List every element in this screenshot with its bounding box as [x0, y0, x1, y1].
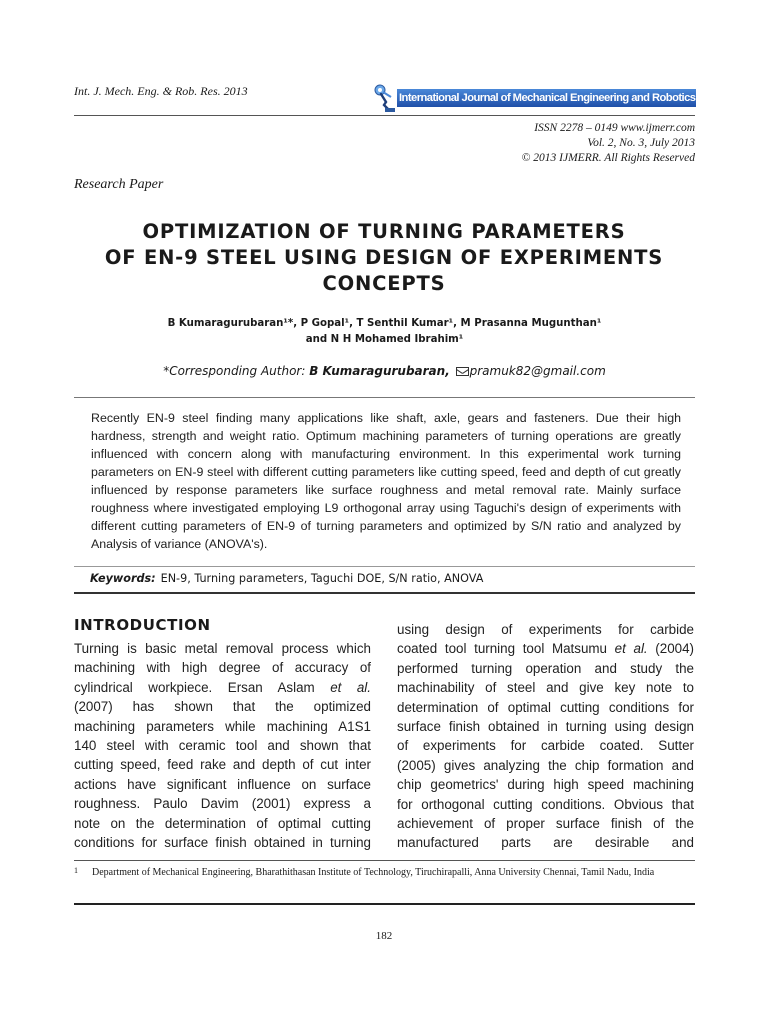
- body-line: (2005) gives analyzing the chip formation and: [397, 757, 694, 773]
- title-line: OPTIMIZATION OF TURNING PARAMETERS: [142, 220, 626, 243]
- body-line: 140 steel with ceramic tool and shown that: [74, 737, 371, 753]
- header-rule: [74, 115, 695, 116]
- body-line: of experiments for carbide coated. Sutter: [397, 738, 694, 754]
- body-line: conditions for surface finish obtained in turning: [74, 834, 371, 850]
- corresponding-name: B Kumaragurubaran,: [309, 364, 450, 378]
- paper-title: [60, 219, 708, 297]
- page-number: 182: [375, 930, 393, 942]
- body-line: coated tool turning tool Matsumu et al. (2004): [397, 641, 695, 657]
- copyright-line: © 2013 IJMERR. All Rights Reserved: [521, 152, 695, 164]
- body-column-right: [397, 620, 694, 853]
- et-al-italic: et al.: [330, 679, 372, 695]
- journal-banner: [371, 83, 744, 113]
- corresponding-email[interactable]: pramuk82@gmail.com: [469, 364, 606, 378]
- et-al-italic: et al.: [614, 641, 648, 657]
- paper-type-label: Research Paper: [74, 177, 164, 192]
- author-line: and N H Mohamed Ibrahim¹: [305, 334, 464, 345]
- section-heading-introduction: INTRODUCTION: [74, 616, 211, 634]
- corresponding-label: *Corresponding Author:: [163, 364, 310, 378]
- volume-line: Vol. 2, No. 3, July 2013: [587, 137, 695, 149]
- body-line: performed turning operation and study the: [397, 660, 694, 676]
- author-line: B Kumaragurubaran¹*, P Gopal¹, T Senthil Kumar¹, M Prasanna Mugunthan¹: [167, 318, 602, 329]
- footnote-rule: [74, 860, 695, 861]
- keywords-top-rule: [74, 566, 695, 567]
- keywords-text: EN-9, Turning parameters, Taguchi DOE, S/N ratio, ANOVA: [160, 572, 484, 585]
- envelope-icon: [456, 367, 469, 376]
- robot-arm-logo-icon: [371, 83, 399, 113]
- body-line: determination of optimal cutting conditions for: [397, 699, 694, 715]
- keywords-label: Keywords:: [90, 572, 156, 585]
- body-line: chip geometrics' during high speed machining: [397, 777, 694, 793]
- affiliation-footnote: [74, 866, 695, 879]
- abstract-top-rule: [74, 397, 695, 398]
- body-column-left: [74, 639, 371, 852]
- corresponding-author: [74, 364, 695, 378]
- body-line: surface finish obtained in turning using design: [397, 718, 694, 734]
- abstract-text: Recently EN-9 steel finding many applications like shaft, axle, gears and fasteners. Due their high hardness, strength and weight ratio. Optimum machining parameters of turning operations are greatly influenced with concern along with manufacturing environment. In this experimental work turning parameters on EN-9 steel with different cutting parameters like cutting speed, feed and depth of cut greatly influenced by response parameters like surface roughness and metal removal rate. Mainly surface roughness where investigated employing L9 orthogonal array using Taguchi's design of experiments with different cutting parameters of EN-9 of turning parameters and optimized by S/N ratio and analyzed by Analysis of variance (ANOVA's).: [91, 411, 681, 551]
- body-line: for orthogonal cutting conditions. Obvious that: [397, 796, 694, 812]
- title-line: OF EN-9 STEEL USING DESIGN OF EXPERIMENTS: [104, 246, 664, 269]
- title-line: CONCEPTS: [322, 272, 446, 295]
- publication-info: [522, 121, 695, 166]
- body-line: actions have significant influence on surface: [74, 776, 371, 792]
- journal-banner-text: International Journal of Mechanical Engineering and Robotics Research: [397, 89, 696, 107]
- body-line: Turning is basic metal removal process which: [74, 641, 371, 656]
- body-line: achievement of proper surface finish of the: [397, 815, 694, 831]
- keywords-bottom-rule: [74, 592, 695, 594]
- journal-short-title: Int. J. Mech. Eng. & Rob. Res. 2013: [74, 84, 248, 98]
- body-line: (2007) has shown that the optimized: [74, 699, 371, 715]
- body-line: cutting speed, feed rake and depth of cut inter: [74, 757, 371, 773]
- body-line: cylindrical workpiece. Ersan Aslam et al.: [74, 679, 372, 695]
- issn-line: ISSN 2278 – 0149 www.ijmerr.com: [534, 122, 695, 134]
- body-line: machining parameters while machining A1S1: [74, 718, 371, 734]
- body-line: roughness. Paulo Davim (2001) express a: [74, 796, 371, 812]
- body-line: machining with high degree of accuracy of: [74, 660, 371, 676]
- body-line: machinability of steel and give key note to: [397, 680, 694, 696]
- footnote-text: Department of Mechanical Engineering, Bharathithasan Institute of Technology, Tiruchirapalli, Anna University Chennai, Tamil Nadu, India: [92, 867, 655, 878]
- body-line: using design of experiments for carbide: [397, 622, 694, 637]
- body-line: note on the determination of optimal cutting: [74, 815, 371, 831]
- bottom-rule: [74, 903, 695, 905]
- keywords: [90, 572, 483, 585]
- footnote-mark: 1: [74, 866, 78, 875]
- author-list: [74, 316, 695, 348]
- body-line: manufactured parts are desirable and: [397, 835, 694, 851]
